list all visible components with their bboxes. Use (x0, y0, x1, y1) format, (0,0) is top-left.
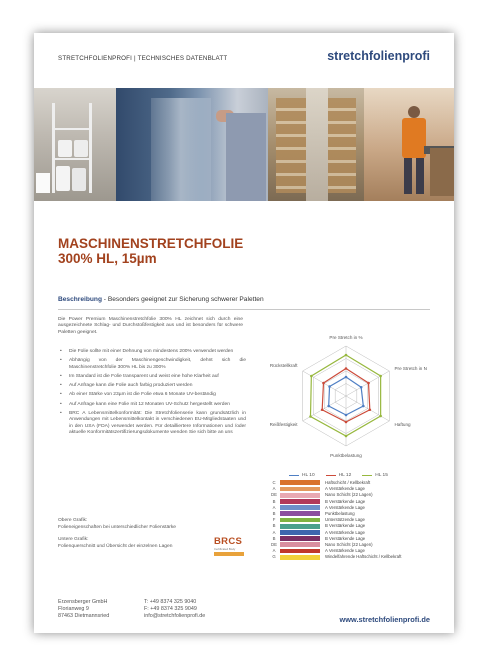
layer-row (274, 511, 454, 516)
description-label: Beschreibung (58, 296, 102, 303)
layer-row (274, 480, 454, 485)
layer-label: A Verstärkende Lage (325, 504, 365, 510)
company-city: 87463 Dietmannsried (58, 612, 110, 619)
radar-point (309, 415, 312, 418)
legend-label: HL 10 (302, 473, 315, 478)
top-graph-title: Obere Grafik: (58, 518, 88, 523)
brcs-logo-text: BRCS (214, 536, 243, 547)
photo-banner (34, 88, 454, 201)
photo-wrapping (116, 88, 268, 201)
layer-code: C (272, 480, 276, 485)
company-address (58, 599, 109, 619)
divider (58, 309, 430, 310)
layer-bar (280, 499, 320, 504)
layer-code: DE (271, 542, 277, 547)
list-item: • BRC A Lebensmittelkonformität: Die Stretchfolienserie kann grundsätzlich in Anwendungen mit Lebensmittelkontakt in verschiedenen EU-Mitgliedstaaten und in den USA (FDA) verwendet werden. Für detailliertere Informationen und /oder aktuelle Konformitätszertifizierungsdokumente wenden Sie sich bitte an uns (58, 411, 246, 436)
layer-code: DE (271, 492, 277, 498)
legend-line-icon (362, 475, 372, 477)
layer-code: B (272, 511, 276, 516)
legend-label: HL 15 (375, 473, 388, 478)
email-link[interactable]: info@stretchfolienprofi.de (144, 612, 206, 619)
brcs-subtext: Certificated Body (214, 547, 236, 551)
brand-logo: stretchfolienprofi (327, 49, 430, 63)
radar-point (310, 375, 313, 378)
layer-row (274, 554, 454, 559)
layer-code: A (272, 529, 276, 535)
layer-row (274, 536, 454, 541)
photo-shelf-rolls (34, 88, 116, 201)
layer-label: B Verstärkende Lage (325, 498, 366, 504)
radar-axis-label: Punktbelastung (330, 453, 362, 458)
radar-axis-labels (270, 335, 427, 458)
layer-code: B (272, 523, 276, 529)
layer-label: Unterstützende Lage (325, 517, 365, 523)
intro-paragraph: Die Power Premium Maschinenstretchfolie 300% HL zeichnet sich durch eine ausgezeichnete Schlag- und Durchstoßfestigkeit aus und ist besonders für schwere Paletten geeignet. (58, 317, 243, 335)
radar-point (328, 385, 331, 388)
bottom-graph-text: Folienquerschnitt und Übersicht der einzelnen Lagen (58, 543, 173, 549)
layer-code: B (272, 498, 276, 504)
radar-series-hl15 (310, 355, 380, 436)
radar-grid (303, 346, 390, 446)
layer-row (274, 523, 454, 528)
layer-label: Nano Schicht (22 Lagen) (325, 492, 373, 498)
layer-code: F (272, 517, 276, 523)
product-title-line1: MASCHINENSTRETCHFOLIE (58, 236, 244, 251)
company-street: Florianweg 9 (58, 605, 89, 612)
photo-worker (364, 88, 454, 201)
radar-point (327, 405, 330, 408)
photo-warehouse (268, 88, 364, 201)
layer-code: B (272, 535, 276, 541)
list-item: • Die Folie sollte mit einer Dehnung von mindestens 200% verwendet werden (58, 349, 246, 355)
list-item: • Ab einer Stärke von 23µm ist die Folie etwa 6 Monate UV-beständig (58, 392, 246, 398)
layer-label: Windelfahrende Haftschicht / Kellbekraft (325, 554, 402, 560)
layer-bar (280, 493, 320, 498)
radar-chart (248, 316, 444, 476)
layer-label: A Verstärkende Lage (325, 529, 365, 535)
list-item: • Auf Anfrage kann eine Folie mit 12 Monaten UV-Schutz hergestellt werden (58, 402, 246, 408)
layer-label: Haftschicht / Kellbekraft (325, 480, 371, 485)
legend-item-hl10 (289, 473, 315, 478)
layer-code: A (272, 504, 276, 510)
list-item: • Im Standard ist die Folie transparent und weist eine hohe Klarheit auf (58, 374, 246, 380)
radar-point (379, 375, 382, 378)
legend-line-icon (326, 475, 336, 477)
radar-axis-label: Haftung (394, 422, 411, 427)
description-text: - Besonders geeignet zur Sicherung schwerer Paletten (101, 296, 264, 303)
website-link[interactable]: www.stretchfolienprofi.de (339, 615, 430, 624)
layer-row (271, 492, 454, 498)
radar-point (369, 408, 372, 411)
layer-bar (280, 487, 320, 492)
layer-bar (280, 524, 320, 529)
layer-bar (280, 518, 320, 523)
brcs-certification-logo (214, 536, 248, 564)
top-graph-text: Folieneigenschaften bei unterschiedlicher Folienstärke (58, 524, 176, 530)
layer-row (274, 548, 454, 553)
radar-axis-label: Reißfestigkeit (269, 422, 298, 427)
product-title-line2: 300% HL, 15µm (58, 251, 157, 266)
legend-item-hl12 (326, 473, 352, 478)
layer-bar (280, 536, 320, 541)
layer-row (274, 505, 454, 510)
company-contact (144, 599, 205, 619)
layer-bar (280, 555, 320, 560)
description-heading (58, 296, 264, 303)
fax-number: F: +49 8374 325 9049 (144, 605, 197, 612)
radar-point (367, 382, 370, 385)
layer-bar (280, 511, 320, 516)
layer-row (271, 542, 454, 547)
layer-code: A (272, 548, 276, 554)
layer-label: B Verstärkende Lage (325, 535, 366, 541)
layer-bar (280, 530, 320, 535)
radar-point (360, 386, 363, 389)
legend-label: HL 12 (338, 473, 352, 478)
radar-axis-label: Pre Stretch in N (394, 366, 427, 371)
layer-bar (280, 480, 320, 485)
layer-label: Punktbelastung (325, 511, 355, 516)
layer-code: A (272, 486, 276, 492)
layer-row (274, 486, 454, 491)
layer-code: G (272, 554, 276, 560)
product-title (58, 236, 243, 266)
layer-label: Nano Schicht (22 Lagen) (325, 542, 373, 547)
radar-point (379, 415, 382, 418)
radar-point (345, 354, 348, 357)
radar-point (345, 414, 348, 417)
chart-legend (289, 473, 388, 478)
datasheet-page (34, 33, 454, 633)
radar-axis-label: Pre Stretch in % (329, 335, 363, 340)
phone-number: T: +49 8374 325 9040 (144, 599, 197, 605)
layer-row (274, 530, 454, 535)
list-item: • Auf Anfrage kann die Folie auch farbig produziert werden (58, 383, 246, 389)
layer-row (274, 517, 454, 522)
legend-line-icon (289, 475, 299, 477)
radar-point (345, 367, 348, 370)
company-name: Erzensberger GmbH (58, 599, 108, 605)
graph-notes (58, 518, 176, 550)
feature-list (58, 349, 246, 439)
layer-bar (280, 505, 320, 510)
radar-point (345, 421, 348, 424)
radar-axis-label: Rückstellkraft (269, 363, 298, 368)
radar-point (322, 382, 325, 385)
layer-label: B Verstärkende Lage (325, 523, 366, 529)
layer-row (274, 499, 454, 504)
layer-bar (280, 542, 320, 547)
radar-point (345, 376, 348, 379)
radar-point (362, 405, 365, 408)
layer-label: A Verstärkende Lage (325, 548, 365, 554)
radar-point (321, 408, 324, 411)
layer-bar (280, 549, 320, 554)
legend-item-hl15 (362, 473, 388, 478)
radar-point (345, 435, 348, 438)
list-item: • Abhängig von der Maschinengeschwindigkeit, dehnt sich die Maschinenstretchfolie 300% HL bis zu 300% (58, 358, 246, 371)
bottom-graph-title: Untere Grafik: (58, 537, 89, 543)
header-title: STRETCHFOLIENPROFI | TECHNISCHES DATENBLATT (58, 55, 228, 62)
radar-series (309, 354, 382, 438)
layer-label: A Verstärkende Lage (325, 486, 365, 492)
